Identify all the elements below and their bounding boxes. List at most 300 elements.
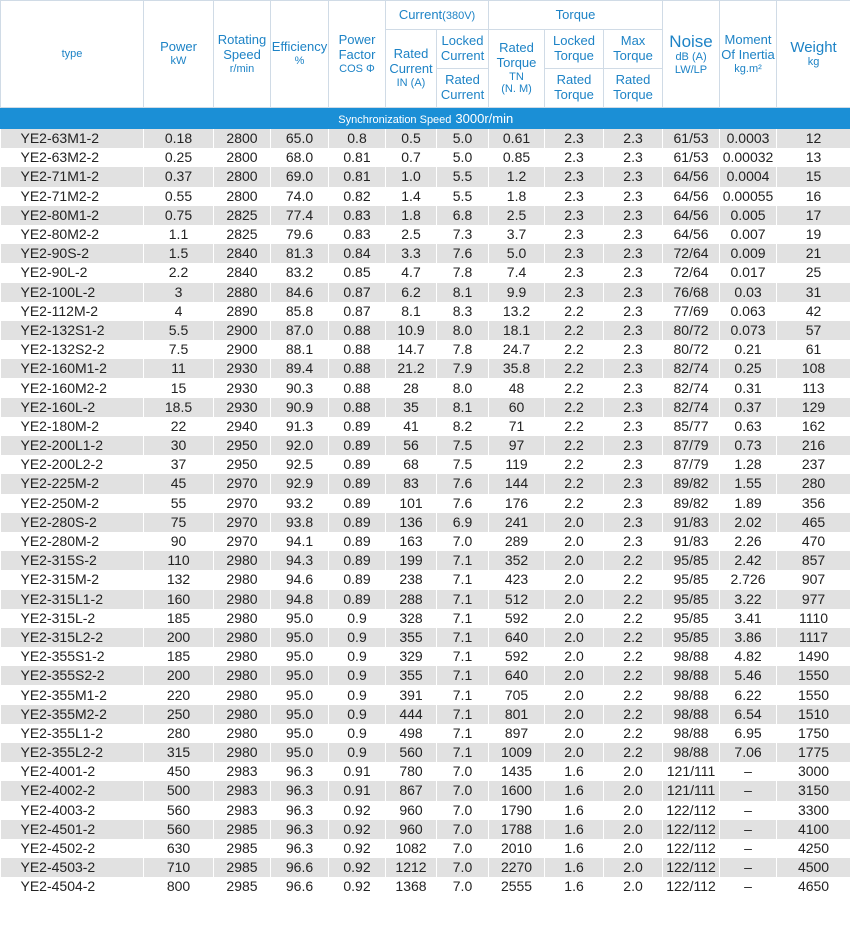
cell-power-factor: 0.85	[329, 263, 386, 282]
cell-max-torque: 2.3	[604, 359, 663, 378]
cell-power-factor: 0.83	[329, 206, 386, 225]
table-row	[1, 820, 850, 839]
cell-weight: 280	[777, 474, 850, 493]
cell-noise: 95/85	[663, 570, 720, 589]
cell-locked-current: 7.1	[437, 590, 489, 609]
cell-power: 1.1	[144, 225, 214, 244]
cell-noise: 122/112	[663, 820, 720, 839]
table-row	[1, 321, 850, 340]
cell-type: YE2-100L-2	[1, 283, 144, 302]
cell-locked-current: 7.1	[437, 628, 489, 647]
cell-max-torque: 2.3	[604, 148, 663, 167]
cell-efficiency: 91.3	[271, 417, 329, 436]
cell-power: 0.37	[144, 167, 214, 186]
cell-rated-torque: 640	[489, 666, 545, 685]
cell-weight: 162	[777, 417, 850, 436]
cell-power-factor: 0.88	[329, 359, 386, 378]
cell-locked-torque: 2.0	[545, 705, 604, 724]
cell-speed: 2825	[214, 206, 271, 225]
cell-type: YE2-355L1-2	[1, 724, 144, 743]
cell-max-torque: 2.3	[604, 263, 663, 282]
table-row	[1, 666, 850, 685]
cell-noise: 91/83	[663, 532, 720, 551]
cell-moment: 0.007	[720, 225, 777, 244]
cell-max-torque: 2.3	[604, 378, 663, 397]
cell-weight: 31	[777, 283, 850, 302]
cell-power: 22	[144, 417, 214, 436]
cell-power: 45	[144, 474, 214, 493]
cell-max-torque: 2.0	[604, 762, 663, 781]
cell-weight: 1117	[777, 628, 850, 647]
cell-rated-torque: 2555	[489, 877, 545, 896]
cell-rated-torque: 512	[489, 590, 545, 609]
cell-speed: 2800	[214, 167, 271, 186]
cell-power: 2.2	[144, 263, 214, 282]
cell-locked-current: 7.1	[437, 685, 489, 704]
cell-rated-torque: 35.8	[489, 359, 545, 378]
cell-power-factor: 0.9	[329, 628, 386, 647]
cell-moment: 0.00032	[720, 148, 777, 167]
cell-efficiency: 95.0	[271, 609, 329, 628]
cell-speed: 2970	[214, 494, 271, 513]
cell-efficiency: 93.2	[271, 494, 329, 513]
cell-efficiency: 94.8	[271, 590, 329, 609]
cell-rated-torque: 2010	[489, 839, 545, 858]
cell-max-torque: 2.2	[604, 705, 663, 724]
table-row	[1, 225, 850, 244]
cell-type: YE2-355L2-2	[1, 743, 144, 762]
cell-power: 0.75	[144, 206, 214, 225]
cell-moment: 6.54	[720, 705, 777, 724]
cell-rated-torque: 289	[489, 532, 545, 551]
cell-locked-torque: 1.6	[545, 877, 604, 896]
cell-rated-torque: 144	[489, 474, 545, 493]
cell-power-factor: 0.91	[329, 762, 386, 781]
cell-noise: 64/56	[663, 206, 720, 225]
cell-power: 0.55	[144, 187, 214, 206]
cell-weight: 1550	[777, 685, 850, 704]
cell-rated-torque: 24.7	[489, 340, 545, 359]
table-row	[1, 858, 850, 877]
table-row	[1, 455, 850, 474]
cell-weight: 13	[777, 148, 850, 167]
cell-rated-current: 8.1	[386, 302, 437, 321]
cell-locked-torque: 2.2	[545, 417, 604, 436]
cell-rated-current: 0.5	[386, 129, 437, 148]
header-locked-current-sub: Rated Current	[437, 69, 489, 108]
cell-moment: 0.21	[720, 340, 777, 359]
cell-power: 3	[144, 283, 214, 302]
cell-power: 280	[144, 724, 214, 743]
cell-power-factor: 0.88	[329, 378, 386, 397]
cell-noise: 122/112	[663, 877, 720, 896]
cell-noise: 64/56	[663, 187, 720, 206]
cell-weight: 57	[777, 321, 850, 340]
cell-rated-torque: 1435	[489, 762, 545, 781]
cell-locked-torque: 2.0	[545, 513, 604, 532]
cell-moment: 2.26	[720, 532, 777, 551]
cell-max-torque: 2.3	[604, 474, 663, 493]
cell-power: 710	[144, 858, 214, 877]
cell-type: YE2-90L-2	[1, 263, 144, 282]
cell-power: 55	[144, 494, 214, 513]
cell-weight: 25	[777, 263, 850, 282]
cell-noise: 98/88	[663, 647, 720, 666]
cell-moment: 0.73	[720, 436, 777, 455]
cell-efficiency: 95.0	[271, 705, 329, 724]
table-row	[1, 609, 850, 628]
cell-max-torque: 2.0	[604, 839, 663, 858]
cell-efficiency: 96.3	[271, 820, 329, 839]
cell-rated-torque: 71	[489, 417, 545, 436]
table-row	[1, 590, 850, 609]
cell-efficiency: 85.8	[271, 302, 329, 321]
cell-weight: 1490	[777, 647, 850, 666]
cell-rated-torque: 3.7	[489, 225, 545, 244]
header-efficiency: Efficiency %	[271, 1, 329, 108]
header-moment-of-inertia: Moment Of Inertia kg.m²	[720, 1, 777, 108]
table-row	[1, 705, 850, 724]
cell-efficiency: 95.0	[271, 628, 329, 647]
cell-locked-torque: 2.0	[545, 551, 604, 570]
cell-power: 11	[144, 359, 214, 378]
table-row	[1, 474, 850, 493]
cell-weight: 129	[777, 398, 850, 417]
cell-efficiency: 89.4	[271, 359, 329, 378]
cell-max-torque: 2.2	[604, 685, 663, 704]
cell-type: YE2-355S2-2	[1, 666, 144, 685]
table-row	[1, 302, 850, 321]
cell-noise: 89/82	[663, 494, 720, 513]
cell-noise: 122/112	[663, 858, 720, 877]
cell-rated-current: 329	[386, 647, 437, 666]
cell-max-torque: 2.2	[604, 647, 663, 666]
cell-efficiency: 94.3	[271, 551, 329, 570]
cell-power: 0.25	[144, 148, 214, 167]
cell-type: YE2-315L2-2	[1, 628, 144, 647]
cell-power-factor: 0.9	[329, 647, 386, 666]
table-row	[1, 187, 850, 206]
cell-rated-torque: 48	[489, 378, 545, 397]
cell-speed: 2930	[214, 398, 271, 417]
cell-rated-current: 35	[386, 398, 437, 417]
cell-power-factor: 0.9	[329, 609, 386, 628]
cell-moment: 2.726	[720, 570, 777, 589]
cell-moment: 4.82	[720, 647, 777, 666]
cell-moment: 0.073	[720, 321, 777, 340]
cell-rated-torque: 9.9	[489, 283, 545, 302]
cell-locked-current: 8.0	[437, 378, 489, 397]
cell-type: YE2-160L-2	[1, 398, 144, 417]
cell-power: 560	[144, 820, 214, 839]
cell-locked-torque: 2.2	[545, 321, 604, 340]
cell-type: YE2-160M2-2	[1, 378, 144, 397]
cell-max-torque: 2.0	[604, 820, 663, 839]
cell-noise: 122/112	[663, 839, 720, 858]
table-row	[1, 167, 850, 186]
cell-speed: 2950	[214, 455, 271, 474]
cell-speed: 2970	[214, 513, 271, 532]
cell-locked-torque: 2.0	[545, 590, 604, 609]
cell-rated-current: 355	[386, 666, 437, 685]
cell-moment: 0.03	[720, 283, 777, 302]
cell-efficiency: 88.1	[271, 340, 329, 359]
cell-rated-current: 56	[386, 436, 437, 455]
cell-rated-current: 163	[386, 532, 437, 551]
cell-max-torque: 2.3	[604, 129, 663, 148]
table-row	[1, 244, 850, 263]
cell-type: YE2-63M2-2	[1, 148, 144, 167]
cell-rated-current: 780	[386, 762, 437, 781]
cell-locked-current: 7.8	[437, 263, 489, 282]
cell-locked-torque: 2.0	[545, 685, 604, 704]
header-rated-torque: Rated Torque TN (N. M)	[489, 30, 545, 108]
cell-moment: 7.06	[720, 743, 777, 762]
speed-band-cell	[1, 108, 850, 130]
cell-noise: 98/88	[663, 685, 720, 704]
cell-type: YE2-112M-2	[1, 302, 144, 321]
cell-max-torque: 2.2	[604, 609, 663, 628]
cell-locked-torque: 2.0	[545, 609, 604, 628]
cell-weight: 465	[777, 513, 850, 532]
cell-max-torque: 2.3	[604, 417, 663, 436]
cell-noise: 64/56	[663, 225, 720, 244]
cell-max-torque: 2.2	[604, 551, 663, 570]
cell-type: YE2-160M1-2	[1, 359, 144, 378]
cell-noise: 61/53	[663, 129, 720, 148]
cell-locked-current: 6.8	[437, 206, 489, 225]
cell-power: 200	[144, 628, 214, 647]
cell-rated-torque: 2.5	[489, 206, 545, 225]
cell-type: YE2-315L1-2	[1, 590, 144, 609]
cell-max-torque: 2.3	[604, 513, 663, 532]
cell-noise: 72/64	[663, 263, 720, 282]
cell-moment: 3.22	[720, 590, 777, 609]
cell-power: 800	[144, 877, 214, 896]
cell-rated-torque: 1600	[489, 781, 545, 800]
cell-weight: 3300	[777, 801, 850, 820]
cell-locked-torque: 2.3	[545, 187, 604, 206]
cell-moment: 0.25	[720, 359, 777, 378]
cell-type: YE2-90S-2	[1, 244, 144, 263]
cell-type: YE2-4002-2	[1, 781, 144, 800]
cell-moment: 0.063	[720, 302, 777, 321]
cell-power-factor: 0.92	[329, 801, 386, 820]
cell-efficiency: 96.6	[271, 877, 329, 896]
cell-speed: 2950	[214, 436, 271, 455]
cell-rated-torque: 592	[489, 609, 545, 628]
cell-type: YE2-315M-2	[1, 570, 144, 589]
cell-noise: 82/74	[663, 398, 720, 417]
cell-speed: 2970	[214, 474, 271, 493]
cell-noise: 98/88	[663, 724, 720, 743]
cell-power-factor: 0.83	[329, 225, 386, 244]
table-row	[1, 436, 850, 455]
cell-max-torque: 2.0	[604, 801, 663, 820]
cell-power-factor: 0.89	[329, 590, 386, 609]
header-type: type	[1, 1, 144, 108]
cell-max-torque: 2.3	[604, 187, 663, 206]
cell-rated-current: 28	[386, 378, 437, 397]
cell-max-torque: 2.2	[604, 724, 663, 743]
cell-speed: 2983	[214, 762, 271, 781]
cell-rated-torque: 241	[489, 513, 545, 532]
cell-locked-torque: 2.2	[545, 340, 604, 359]
cell-efficiency: 95.0	[271, 685, 329, 704]
cell-power-factor: 0.88	[329, 340, 386, 359]
cell-locked-torque: 2.2	[545, 378, 604, 397]
cell-efficiency: 95.0	[271, 666, 329, 685]
cell-power: 30	[144, 436, 214, 455]
cell-locked-torque: 2.2	[545, 494, 604, 513]
cell-power: 37	[144, 455, 214, 474]
cell-max-torque: 2.3	[604, 321, 663, 340]
cell-locked-torque: 2.3	[545, 129, 604, 148]
cell-power-factor: 0.87	[329, 302, 386, 321]
cell-locked-current: 7.6	[437, 474, 489, 493]
cell-speed: 2980	[214, 551, 271, 570]
cell-efficiency: 92.0	[271, 436, 329, 455]
cell-weight: 1750	[777, 724, 850, 743]
cell-rated-torque: 352	[489, 551, 545, 570]
cell-efficiency: 81.3	[271, 244, 329, 263]
cell-type: YE2-280M-2	[1, 532, 144, 551]
cell-efficiency: 87.0	[271, 321, 329, 340]
cell-rated-torque: 1790	[489, 801, 545, 820]
cell-speed: 2900	[214, 340, 271, 359]
cell-type: YE2-355S1-2	[1, 647, 144, 666]
cell-moment: 1.89	[720, 494, 777, 513]
cell-weight: 1775	[777, 743, 850, 762]
cell-max-torque: 2.3	[604, 244, 663, 263]
header-locked-current: Locked Current	[437, 30, 489, 69]
cell-moment: 6.95	[720, 724, 777, 743]
cell-locked-torque: 1.6	[545, 781, 604, 800]
cell-locked-current: 7.0	[437, 858, 489, 877]
cell-weight: 19	[777, 225, 850, 244]
cell-efficiency: 74.0	[271, 187, 329, 206]
cell-rated-current: 355	[386, 628, 437, 647]
header-weight: Weight kg	[777, 1, 850, 108]
cell-type: YE2-4503-2	[1, 858, 144, 877]
cell-moment: –	[720, 781, 777, 800]
table-row	[1, 685, 850, 704]
cell-efficiency: 92.9	[271, 474, 329, 493]
cell-type: YE2-132S1-2	[1, 321, 144, 340]
cell-rated-torque: 705	[489, 685, 545, 704]
cell-rated-current: 0.7	[386, 148, 437, 167]
cell-power: 500	[144, 781, 214, 800]
cell-moment: –	[720, 762, 777, 781]
cell-rated-torque: 119	[489, 455, 545, 474]
cell-speed: 2800	[214, 148, 271, 167]
cell-locked-current: 7.8	[437, 340, 489, 359]
table-row	[1, 263, 850, 282]
cell-noise: 87/79	[663, 455, 720, 474]
cell-power-factor: 0.9	[329, 705, 386, 724]
table-row	[1, 513, 850, 532]
cell-weight: 857	[777, 551, 850, 570]
cell-type: YE2-200L2-2	[1, 455, 144, 474]
cell-noise: 91/83	[663, 513, 720, 532]
cell-noise: 95/85	[663, 609, 720, 628]
cell-speed: 2980	[214, 705, 271, 724]
cell-power: 0.18	[144, 129, 214, 148]
cell-rated-current: 1.4	[386, 187, 437, 206]
cell-type: YE2-200L1-2	[1, 436, 144, 455]
cell-power-factor: 0.9	[329, 743, 386, 762]
table-row	[1, 781, 850, 800]
cell-rated-current: 288	[386, 590, 437, 609]
cell-locked-torque: 2.3	[545, 225, 604, 244]
cell-locked-current: 7.0	[437, 762, 489, 781]
cell-power-factor: 0.89	[329, 570, 386, 589]
cell-power: 220	[144, 685, 214, 704]
speed-band	[1, 108, 850, 130]
cell-moment: –	[720, 801, 777, 820]
cell-moment: 0.37	[720, 398, 777, 417]
cell-type: YE2-355M2-2	[1, 705, 144, 724]
cell-efficiency: 65.0	[271, 129, 329, 148]
cell-weight: 17	[777, 206, 850, 225]
cell-type: YE2-250M-2	[1, 494, 144, 513]
cell-noise: 80/72	[663, 340, 720, 359]
cell-weight: 4650	[777, 877, 850, 896]
cell-power: 75	[144, 513, 214, 532]
cell-locked-current: 7.1	[437, 666, 489, 685]
cell-power: 200	[144, 666, 214, 685]
cell-power: 15	[144, 378, 214, 397]
cell-efficiency: 77.4	[271, 206, 329, 225]
cell-rated-torque: 7.4	[489, 263, 545, 282]
cell-max-torque: 2.3	[604, 167, 663, 186]
cell-power-factor: 0.89	[329, 513, 386, 532]
cell-noise: 95/85	[663, 628, 720, 647]
cell-type: YE2-315S-2	[1, 551, 144, 570]
cell-efficiency: 90.3	[271, 378, 329, 397]
cell-noise: 80/72	[663, 321, 720, 340]
cell-speed: 2985	[214, 839, 271, 858]
cell-locked-torque: 2.2	[545, 455, 604, 474]
cell-rated-torque: 2270	[489, 858, 545, 877]
cell-noise: 77/69	[663, 302, 720, 321]
cell-rated-current: 14.7	[386, 340, 437, 359]
cell-locked-torque: 1.6	[545, 762, 604, 781]
table-row	[1, 129, 850, 148]
cell-weight: 977	[777, 590, 850, 609]
speed-band-value: 3000r/min	[455, 111, 514, 126]
cell-type: YE2-132S2-2	[1, 340, 144, 359]
cell-locked-torque: 2.3	[545, 167, 604, 186]
cell-power-factor: 0.88	[329, 321, 386, 340]
cell-locked-torque: 2.3	[545, 206, 604, 225]
cell-noise: 89/82	[663, 474, 720, 493]
cell-efficiency: 94.1	[271, 532, 329, 551]
cell-type: YE2-4502-2	[1, 839, 144, 858]
cell-locked-torque: 1.6	[545, 839, 604, 858]
cell-moment: –	[720, 839, 777, 858]
cell-weight: 470	[777, 532, 850, 551]
cell-moment: 0.0003	[720, 129, 777, 148]
cell-locked-torque: 2.0	[545, 628, 604, 647]
cell-speed: 2970	[214, 532, 271, 551]
cell-rated-current: 1082	[386, 839, 437, 858]
cell-speed: 2930	[214, 378, 271, 397]
cell-efficiency: 92.5	[271, 455, 329, 474]
cell-power-factor: 0.92	[329, 858, 386, 877]
cell-power-factor: 0.89	[329, 551, 386, 570]
cell-power-factor: 0.9	[329, 724, 386, 743]
